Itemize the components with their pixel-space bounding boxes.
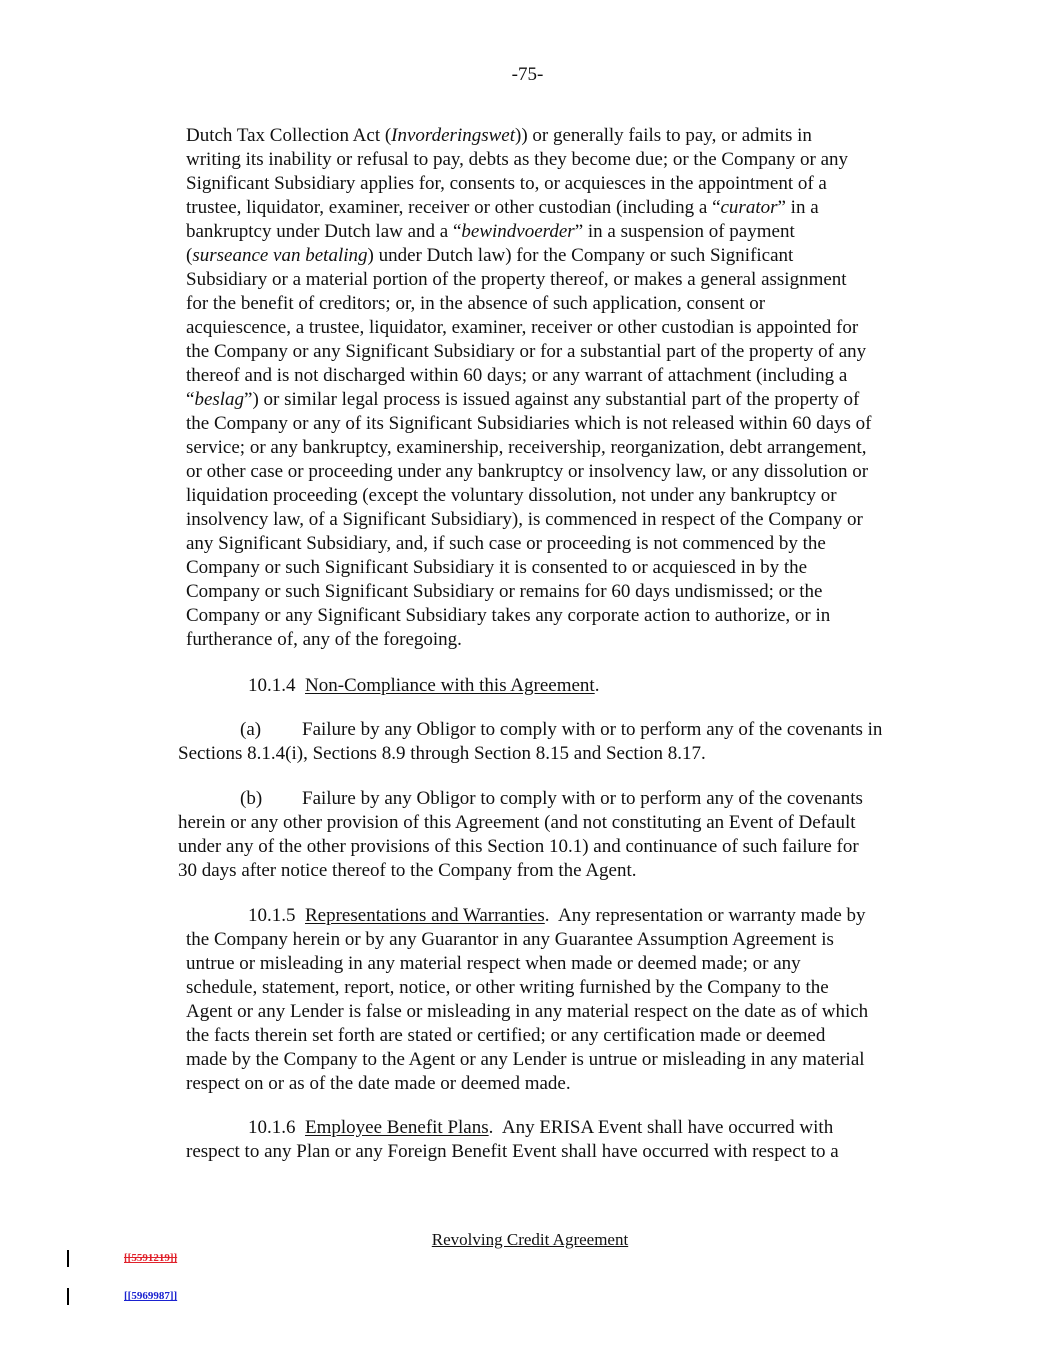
- section-number: 10.1.4: [248, 675, 296, 696]
- page-number: -75-: [511, 64, 544, 85]
- text-line: respect on or as of the date made or deemed made.: [186, 1073, 571, 1094]
- clause-text: Failure by any Obligor to comply with or to perform any of the covenants: [302, 788, 863, 809]
- text-line: acquiescence, a trustee, liquidator, examiner, receiver or other custodian is appointed for: [186, 317, 859, 338]
- text-line: thereof and is not discharged within 60 days; or any warrant of attachment (including a: [186, 365, 848, 386]
- text-line: Subsidiary or a material portion of the property thereof, or makes a general assignment: [186, 269, 847, 290]
- section-heading: Representations and Warranties: [305, 905, 545, 926]
- section-10-1-5: [186, 904, 868, 1096]
- clause-label: (a): [240, 719, 262, 740]
- italic-term: curator: [720, 197, 778, 218]
- clause-a: [178, 718, 882, 766]
- text-line: writing its inability or refusal to pay, debts as they become due; or the Company or any: [186, 149, 849, 170]
- text-line: made by the Company to the Agent or any Lender is untrue or misleading in any material: [186, 1049, 865, 1070]
- text-line: service; or any bankruptcy, examinership, receivership, reorganization, debt arrangement,: [186, 437, 867, 458]
- doc-id-inserted: [[5969987]]: [124, 1290, 178, 1302]
- italic-term: beslag: [194, 389, 245, 410]
- section-10-1-6: [186, 1116, 839, 1164]
- section-text: . Any ERISA Event shall have occurred with: [488, 1117, 834, 1138]
- section-number: 10.1.5: [248, 905, 296, 926]
- heading-period: .: [594, 675, 600, 696]
- text-line: bankruptcy under Dutch law and a “bewindvoerder” in a suspension of payment: [186, 221, 795, 242]
- clause-text: 30 days after notice thereof to the Company from the Agent.: [178, 860, 637, 881]
- text-line: Company or any Significant Subsidiary takes any corporate action to authorize, or in: [186, 605, 831, 626]
- text-line: Agent or any Lender is false or misleading in any material respect on the date as of which: [186, 1001, 869, 1022]
- footer-document-title: Revolving Credit Agreement: [431, 1230, 629, 1249]
- clause-text: herein or any other provision of this Agreement (and not constituting an Event of Default: [178, 812, 856, 833]
- text-line: insolvency law, of a Significant Subsidiary), is commenced in respect of the Company or: [186, 509, 863, 530]
- section-10-1-4-heading: [248, 674, 599, 698]
- text-line: trustee, liquidator, examiner, receiver or other custodian (including a “curator” in a: [186, 197, 819, 218]
- text-line: Dutch Tax Collection Act (Invorderingswet)) or generally fails to pay, or admits in: [186, 125, 812, 146]
- text-line: the Company or any of its Significant Subsidiaries which is not released within 60 days of: [186, 413, 872, 434]
- text-line: for the benefit of creditors; or, in the absence of such application, consent or: [186, 293, 766, 314]
- change-bar: [67, 1288, 69, 1305]
- text-line: respect to any Plan or any Foreign Benefit Event shall have occurred with respect to a: [186, 1141, 839, 1162]
- clause-text: Sections 8.1.4(i), Sections 8.9 through Section 8.15 and Section 8.17.: [178, 743, 706, 764]
- italic-term: bewindvoerder: [461, 221, 575, 242]
- section-heading: Non-Compliance with this Agreement: [305, 675, 595, 696]
- text-line: the Company herein or by any Guarantor in any Guarantee Assumption Agreement is: [186, 929, 834, 950]
- text-line: Significant Subsidiary applies for, consents to, or acquiesces in the appointment of a: [186, 173, 827, 194]
- section-heading: Employee Benefit Plans: [305, 1117, 489, 1138]
- doc-id-deleted: [[5591219]]: [124, 1252, 178, 1264]
- text-line: untrue or misleading in any material respect when made or deemed made; or any: [186, 953, 801, 974]
- clause-label: (b): [240, 788, 263, 809]
- text-line: liquidation proceeding (except the voluntary dissolution, not under any bankruptcy or: [186, 485, 837, 506]
- text-line: any Significant Subsidiary, and, if such case or proceeding is not commenced by the: [186, 533, 826, 554]
- paragraph-continuation: [186, 124, 871, 652]
- text-line: “beslag”) or similar legal process is issued against any substantial part of the property of: [186, 389, 860, 410]
- text-line: schedule, statement, report, notice, or other writing furnished by the Company to the: [186, 977, 829, 998]
- italic-term: surseance van betaling: [192, 245, 368, 266]
- text-line: the Company or any Significant Subsidiary or for a substantial part of the property of any: [186, 341, 867, 362]
- section-number: 10.1.6: [248, 1117, 296, 1138]
- text-line: (surseance van betaling) under Dutch law) for the Company or such Significant: [186, 245, 794, 266]
- text-line: furtherance of, any of the foregoing.: [186, 629, 462, 650]
- text-line: or other case or proceeding under any bankruptcy or insolvency law, or any dissolution or: [186, 461, 869, 482]
- text-line: the facts therein set forth are stated or certified; or any certification made or deemed: [186, 1025, 826, 1046]
- clause-text: under any of the other provisions of this Section 10.1) and continuance of such failure for: [178, 836, 859, 857]
- section-text: . Any representation or warranty made by: [544, 905, 866, 926]
- text-line: Company or such Significant Subsidiary or remains for 60 days undismissed; or the: [186, 581, 823, 602]
- text-line: Company or such Significant Subsidiary it is consented to or acquiesced in by the: [186, 557, 808, 578]
- italic-term: Invorderingswet: [391, 125, 516, 146]
- clause-b: [178, 787, 863, 883]
- clause-text: Failure by any Obligor to comply with or to perform any of the covenants in: [302, 719, 883, 740]
- change-bar: [67, 1250, 69, 1267]
